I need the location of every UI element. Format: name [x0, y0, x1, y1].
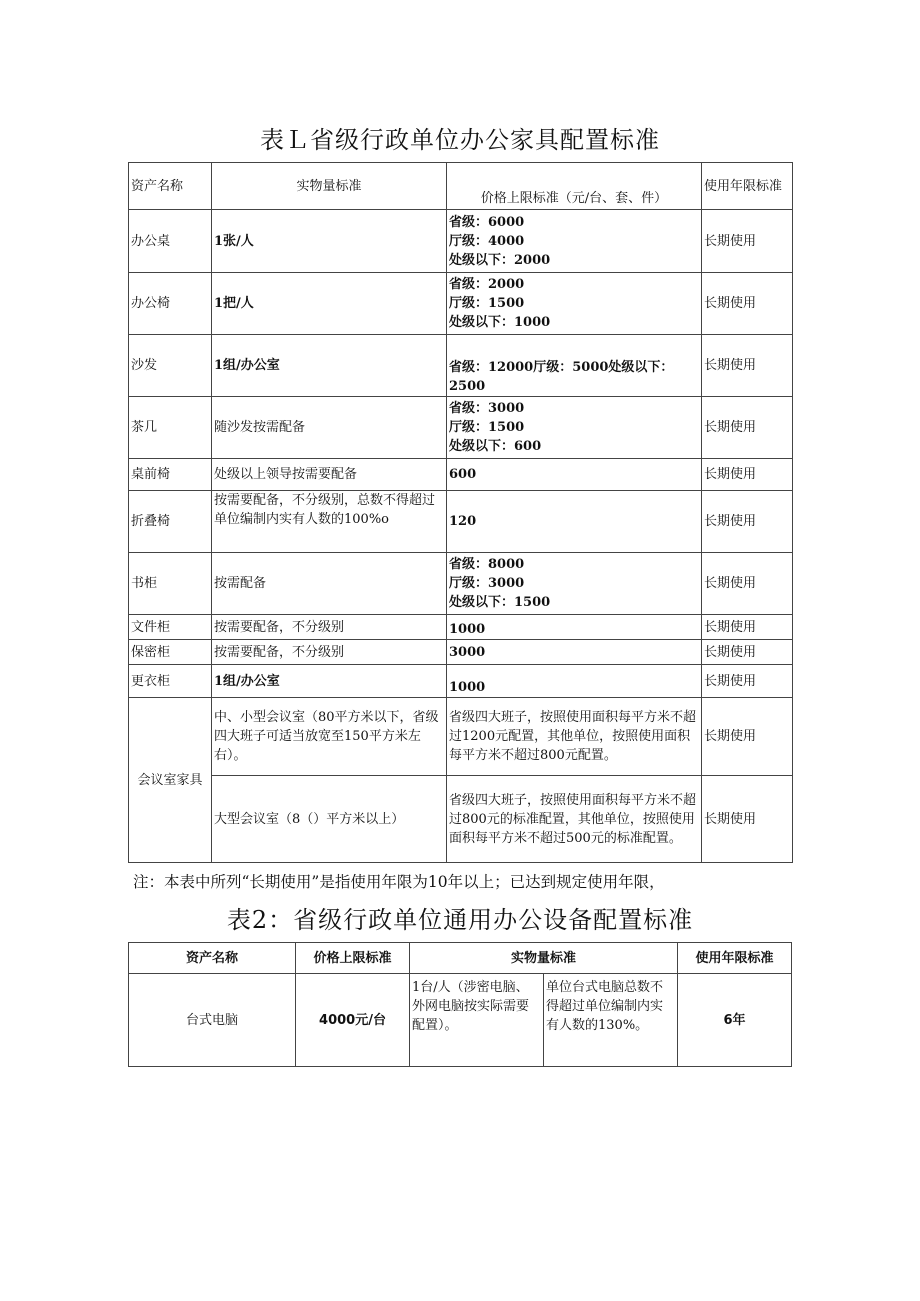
table-row: [129, 459, 793, 491]
table-row: [129, 553, 793, 615]
equipment-standards-table: [128, 942, 792, 1067]
quantity: 按需要配备，不分级别: [212, 640, 447, 665]
table-row: [129, 615, 793, 640]
asset-name: 折叠椅: [129, 491, 212, 553]
price-limit: [447, 335, 702, 397]
price-limit: [447, 553, 702, 615]
quantity-per-person: 1台/人（涉密电脑、外网电脑按实际需要配置）。: [410, 974, 544, 1067]
service-life: 6年: [678, 974, 792, 1067]
table2-title: 表2：省级行政单位通用办公设备配置标准: [226, 906, 694, 934]
asset-name: 办公椅: [129, 273, 212, 335]
header-quantity: 实物量标准: [410, 943, 678, 974]
price-limit: 省级四大班子，按照使用面积每平方米不超过800元的标准配置，其他单位，按照使用面积每平方米不超过500元的标准配置。: [447, 776, 702, 863]
quantity: 按需要配备，不分级别，总数不得超过单位编制内实有人数的100%o: [212, 491, 447, 553]
table2-header-row: [129, 943, 792, 974]
quantity: 按需配备: [212, 553, 447, 615]
price-line: 省级：6000: [449, 214, 525, 230]
price-limit: [447, 273, 702, 335]
price-limit: 4000元/台: [296, 974, 410, 1067]
header-quantity: 实物量标准: [212, 163, 447, 210]
price-line: 处级以下：2000: [449, 252, 551, 268]
table-row-meeting-small: [129, 698, 793, 776]
asset-name: 书柜: [129, 553, 212, 615]
quantity: 1把/人: [212, 273, 447, 335]
price-line: 处级以下：1000: [449, 315, 551, 330]
asset-name: 会议室家具: [129, 698, 212, 863]
price-line: 2500: [449, 379, 486, 394]
price-limit: 3000: [447, 640, 702, 665]
price-line: 省级：8000: [449, 557, 525, 572]
table-row: [129, 273, 793, 335]
service-life: 长期使用: [702, 698, 793, 776]
furniture-standards-table: [128, 162, 793, 863]
table-row: [129, 491, 793, 553]
quantity: 1组/办公室: [212, 335, 447, 397]
price-line: 厅级：3000: [449, 576, 525, 591]
price-limit: [447, 397, 702, 459]
quantity: 1组/办公室: [212, 665, 447, 698]
price-limit: 600: [447, 459, 702, 491]
table1-title: 表Ｌ省级行政单位办公家具配置标准: [260, 126, 660, 154]
price-line: 厅级：1500: [449, 420, 525, 435]
price-line: 处级以下：1500: [449, 595, 551, 610]
asset-name: 茶几: [129, 397, 212, 459]
price-line: 处级以下：600: [449, 439, 542, 454]
price-line: 省级：3000: [449, 401, 525, 416]
asset-name: 桌前椅: [129, 459, 212, 491]
price-line: 省级：2000: [449, 277, 525, 292]
quantity: 中、小型会议室（80平方米以下，省级四大班子可适当放宽至150平方米左右）。: [212, 698, 447, 776]
header-name: 资产名称: [129, 163, 212, 210]
asset-name: 文件柜: [129, 615, 212, 640]
service-life: 长期使用: [702, 459, 793, 491]
price-line: 厅级：4000: [449, 233, 525, 249]
header-price: 价格上限标准（元/台、套、件）: [447, 163, 702, 210]
header-life: 使用年限标准: [702, 163, 793, 210]
price-limit: 省级四大班子，按照使用面积每平方米不超过1200元配置，其他单位，按照使用面积每平方米不超过800元配置。: [447, 698, 702, 776]
quantity: 1张/人: [212, 210, 447, 273]
table-row: [129, 974, 792, 1067]
service-life: 长期使用: [702, 776, 793, 863]
table-row: [129, 335, 793, 397]
table-row: [129, 665, 793, 698]
header-life: 使用年限标准: [678, 943, 792, 974]
table-row: [129, 210, 793, 273]
asset-name: 台式电脑: [129, 974, 296, 1067]
price-limit: 1000: [447, 615, 702, 640]
asset-name: 办公桌: [129, 210, 212, 273]
header-name: 资产名称: [129, 943, 296, 974]
service-life: 长期使用: [702, 615, 793, 640]
service-life: 长期使用: [702, 273, 793, 335]
price-limit: 120: [447, 491, 702, 553]
service-life: 长期使用: [702, 640, 793, 665]
table-row: [129, 640, 793, 665]
asset-name: 沙发: [129, 335, 212, 397]
price-line: 厅级：1500: [449, 296, 525, 311]
quantity: 处级以上领导按需要配备: [212, 459, 447, 491]
price-line: 省级：12000厅级：5000处级以下：: [449, 360, 674, 375]
service-life: 长期使用: [702, 665, 793, 698]
quantity-total-limit: 单位台式电脑总数不得超过单位编制内实有人数的130%。: [544, 974, 678, 1067]
service-life: 长期使用: [702, 553, 793, 615]
header-price: 价格上限标准: [296, 943, 410, 974]
price-limit: [447, 210, 702, 273]
table1-note: 注：本表中所列“长期使用”是指使用年限为10年以上；已达到规定使用年限，: [133, 873, 665, 891]
service-life: 长期使用: [702, 335, 793, 397]
table-row: [129, 397, 793, 459]
asset-name: 保密柜: [129, 640, 212, 665]
asset-name: 更衣柜: [129, 665, 212, 698]
quantity: 按需要配备，不分级别: [212, 615, 447, 640]
quantity: 随沙发按需配备: [212, 397, 447, 459]
service-life: 长期使用: [702, 210, 793, 273]
table-row-meeting-large: [129, 776, 793, 863]
service-life: 长期使用: [702, 397, 793, 459]
quantity: 大型会议室（8（）平方米以上）: [212, 776, 447, 863]
service-life: 长期使用: [702, 491, 793, 553]
table1-header-row: [129, 163, 793, 210]
price-limit: 1000: [447, 665, 702, 698]
